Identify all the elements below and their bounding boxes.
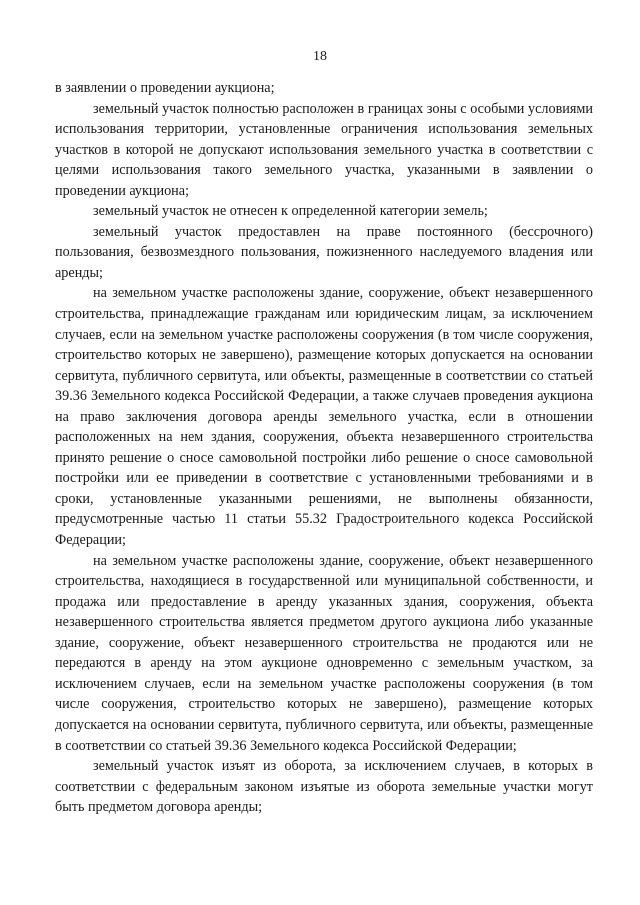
paragraph-land-category: земельный участок не отнесен к определенной категории земель; [93, 203, 488, 220]
paragraph-private-buildings: на земельном участке расположены здание, сооружение, объект незавершенного строительства, принадлежащие гражданам или юридическим лицам, за исключением случаев, если на земельном участке расположены сооружения (в том числе сооружения, строительство которых не завершено), размещение которых допускается на основании сервитута, публичного сервитута, или объекты, размещенные в соответствии со статьей 39.36 Земельного кодекса Российской Федерации, а также случаев проведения аукциона на право заключения договора аренды земельного участка, если в отношении расположенных на нем здания, сооружения, объекта незавершенного строительства принято решение о сносе самовольной постройки либо решение о сносе самовольной постройки или ее приведении в соответствие с установленными требованиями и в сроки, установленные указанными решениями, не выполнены обязанности, предусмотренные частью 11 статьи 55.32 Градостроительного кодекса Российской Федерации; [55, 285, 593, 549]
paragraph-continuation: в заявлении о проведении аукциона; [55, 80, 275, 96]
paragraph-public-buildings: на земельном участке расположены здание, сооружение, объект незавершенного строительства, находящиеся в государственной или муниципальной собственности, и продажа или предоставление в аренду указанных здания, сооружения, объекта незавершенного строительства является предметом другого аукциона либо указанные здание, сооружение, объект незавершенного строительства не продаются или не передаются в аренду на этом аукционе одновременно с земельным участком, за исключением случаев, если на земельном участке расположены сооружения (в том числе сооружения, строительство которых не завершено), размещение которых допускается на основании сервитута, публичного сервитута, или объекты, размещенные в соответствии со статьей 39.36 Земельного кодекса Российской Федерации; [55, 552, 593, 754]
paragraph-land-rights: земельный участок предоставлен на праве постоянного (бессрочного) пользования, безвозмездного пользования, пожизненного наследуемого владения или аренды; [55, 223, 593, 281]
paragraph-special-zone: земельный участок полностью расположен в границах зоны с особыми условиями использования территории, установленные ограничения использования земельных участков в которой не допускают использования земельного участка в соответствии с целями использования такого земельного участка, указанными в заявлении о проведении аукциона; [55, 100, 593, 199]
paragraph-withdrawn-land: земельный участок изъят из оборота, за исключением случаев, в которых в соответствии с федеральным законом изъятые из оборота земельные участки могут быть предметом договора аренды; [55, 758, 593, 816]
document-body [55, 78, 593, 818]
page-number: 18 [313, 49, 327, 64]
